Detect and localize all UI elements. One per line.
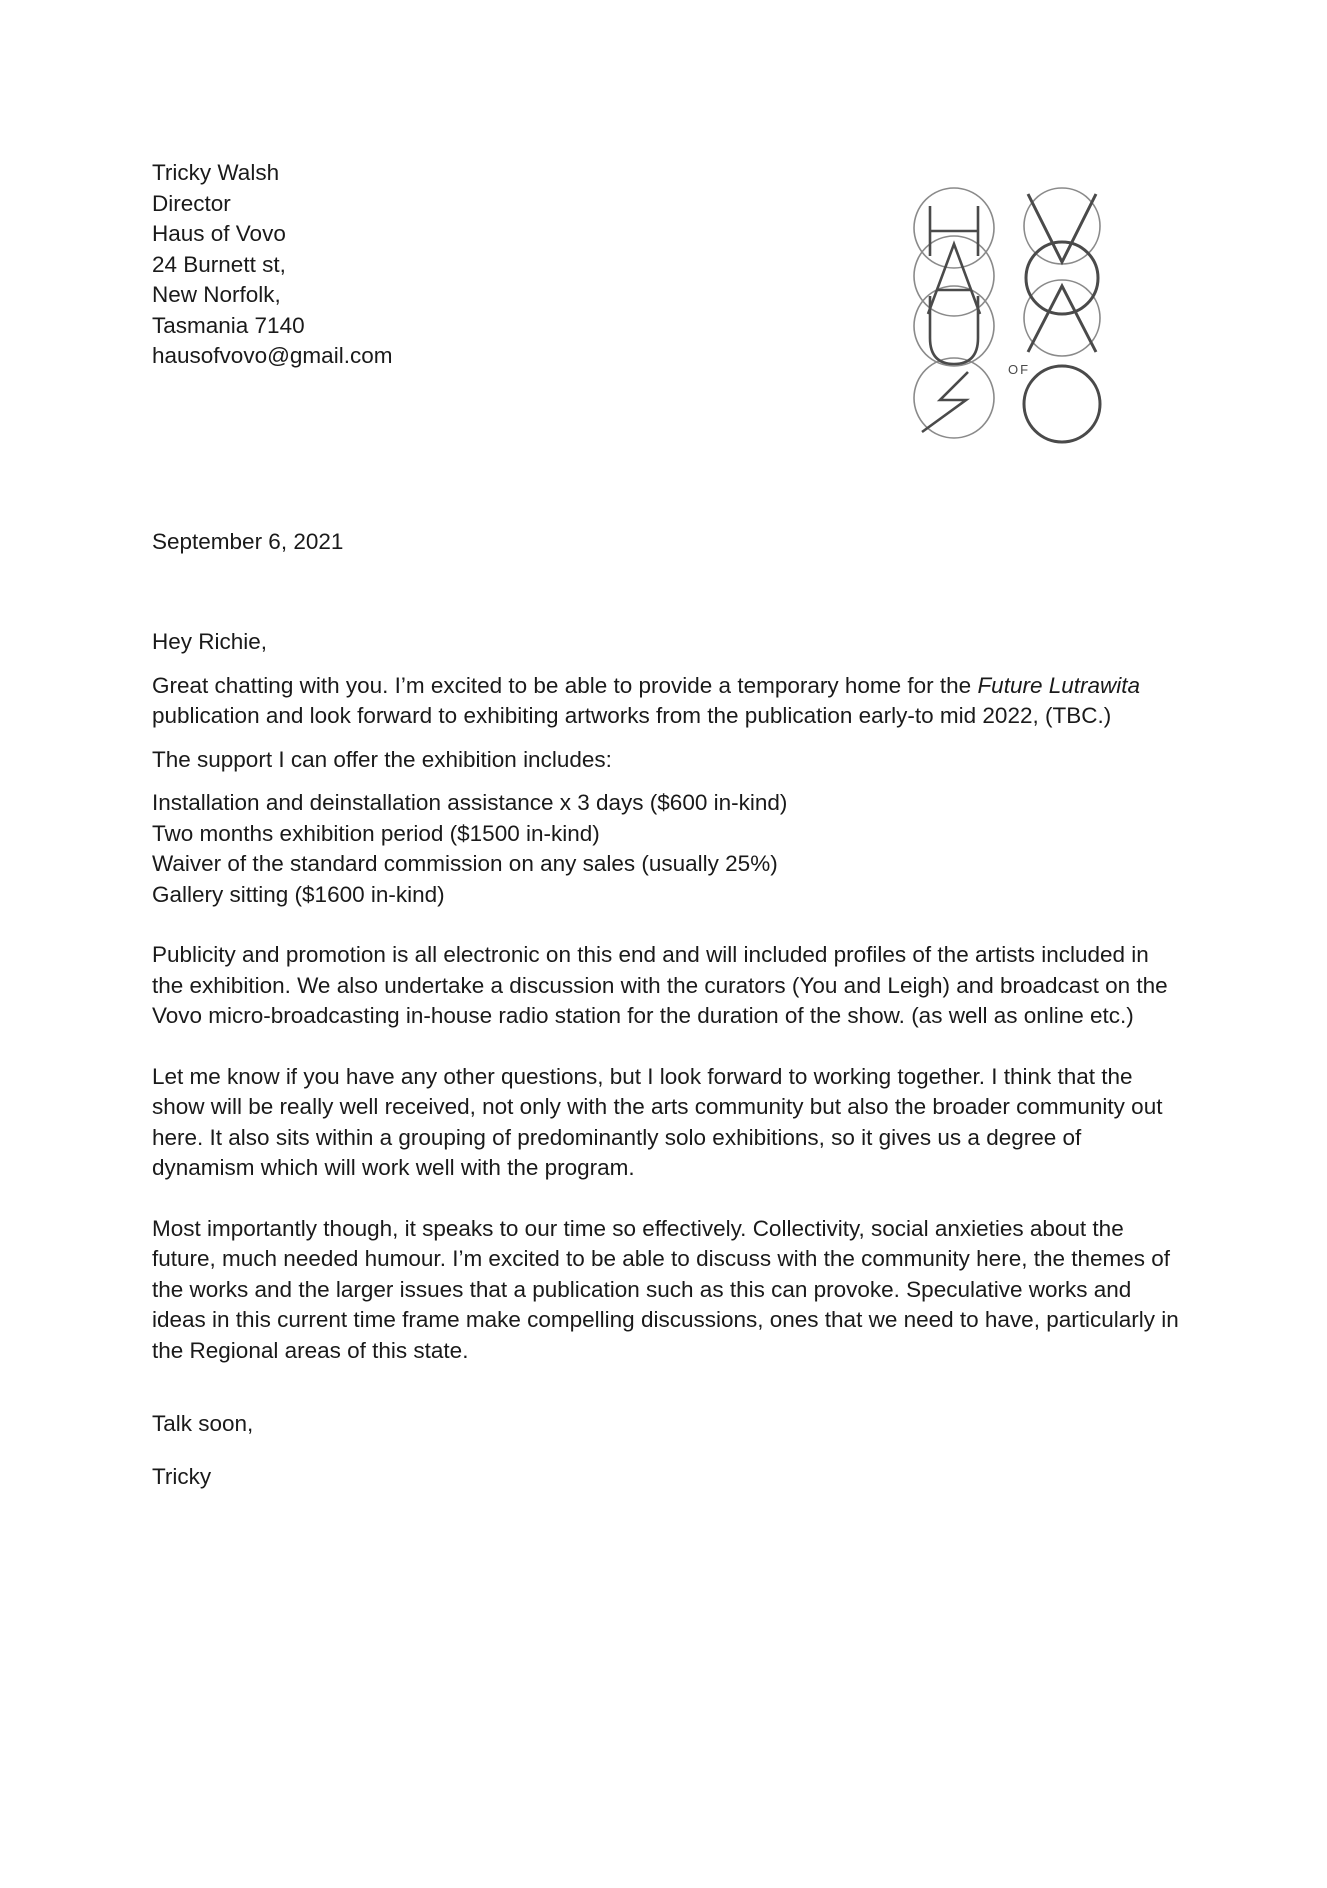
closing: Talk soon,: [152, 1411, 254, 1436]
sender-town: New Norfolk,: [152, 282, 281, 307]
signature: Tricky: [152, 1463, 212, 1489]
greeting: Hey Richie,: [152, 629, 268, 654]
paragraph-publicity: Publicity and promotion is all electronic on this end and will included profiles of the artists included in the exhibition. We also undertake a discussion with the curators (You and Leigh) and broadcast on the Vovo micro-broadcasting in-house radio station for the duration of the show. (as well as online etc.): [152, 942, 1168, 1028]
support-item: Two months exhibition period ($1500 in-kind): [152, 820, 600, 846]
paragraph-intro-part1: Great chatting with you. I’m excited to be able to provide a temporary home for the: [152, 672, 978, 698]
sender-street: 24 Burnett st,: [152, 251, 286, 277]
publication-title: Future Lutrawita: [977, 672, 1141, 698]
logo-of-text: OF: [1008, 362, 1031, 377]
letter-date: September 6, 2021: [152, 529, 344, 554]
paragraph-intro: [152, 671, 1182, 732]
haus-of-vovo-logo: [912, 186, 1114, 448]
sender-state-postcode: Tasmania 7140: [152, 312, 305, 338]
paragraph-importance: Most importantly though, it speaks to our time so effectively. Collectivity, social anxieties about the future, much needed humour. I’m excited to be able to discuss with the community here, the themes of the works and the larger issues that a publication such as this can provoke. Speculative works and ideas in this current time frame make compelling discussions, ones that we need to have, particularly in the Regional areas of this state.: [152, 1215, 1179, 1363]
support-intro: The support I can offer the exhibition includes:: [152, 746, 612, 772]
sender-organisation: Haus of Vovo: [152, 221, 286, 246]
support-item: Installation and deinstallation assistance x 3 days ($600 in-kind): [152, 790, 788, 815]
paragraph-questions: Let me know if you have any other questions, but I look forward to working together. I think that the show will be really well received, not only with the arts community but also the broader community out here. It also sits within a grouping of predominantly solo exhibitions, so it gives us a degree of dynamism which will work well with the program.: [152, 1063, 1163, 1180]
sender-address-block: [152, 158, 392, 372]
paragraph-intro-part2: publication and look forward to exhibiting artworks from the publication early-to mid 2022, (TBC.): [152, 703, 1112, 728]
sender-email: hausofvovo@gmail.com: [152, 343, 393, 368]
support-item: Gallery sitting ($1600 in-kind): [152, 881, 445, 907]
support-list: [152, 788, 1182, 910]
letter-body: [152, 627, 1182, 1492]
sender-title: Director: [152, 190, 231, 216]
support-item: Waiver of the standard commission on any sales (usually 25%): [152, 851, 778, 876]
sender-name: Tricky Walsh: [152, 160, 280, 185]
